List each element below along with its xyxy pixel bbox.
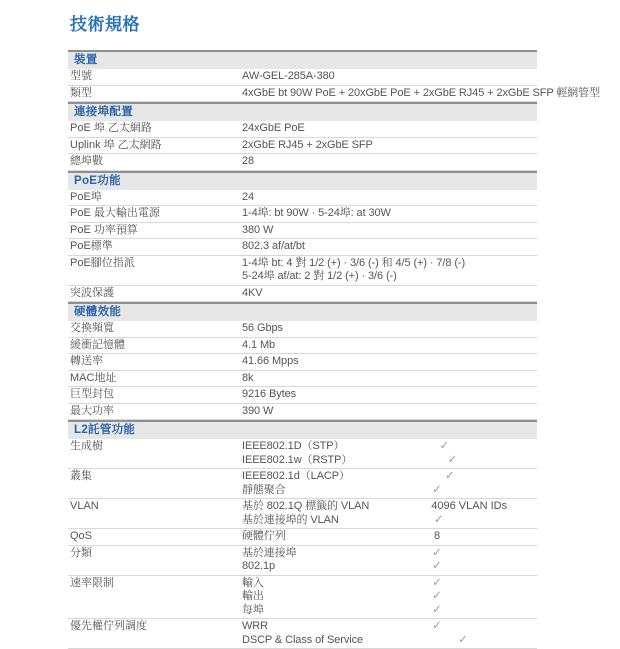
spec-value-text: 1-4埠 bt: 4 對 1/2 (+) · 3/6 (-) 和 4/5 (+) · 7/8 (-) bbox=[242, 256, 466, 269]
spec-value-text: 4.1 Mb bbox=[242, 338, 276, 351]
spec-row bbox=[68, 321, 537, 338]
spec-row-values bbox=[242, 620, 537, 647]
spec-value-text: 41.66 Mpps bbox=[242, 355, 299, 367]
spec-value-line bbox=[242, 224, 537, 238]
spec-row-values bbox=[242, 372, 537, 386]
spec-value-text: 28 bbox=[242, 155, 255, 167]
check-icon: ✓ bbox=[432, 546, 442, 559]
spec-row-label: 轉送率 bbox=[70, 355, 103, 367]
spec-value-line bbox=[242, 440, 537, 454]
section-header: 裝置 bbox=[68, 50, 537, 69]
section-header: PoE功能 bbox=[68, 171, 537, 190]
spec-value-line bbox=[242, 547, 537, 561]
spec-row bbox=[68, 404, 537, 421]
spec-value-line bbox=[242, 590, 537, 604]
section-header: 硬體效能 bbox=[68, 302, 537, 321]
spec-row bbox=[68, 529, 537, 546]
spec-row-label: VLAN bbox=[70, 500, 99, 512]
check-icon: ✓ bbox=[439, 440, 450, 452]
spec-table bbox=[68, 50, 600, 649]
spec-value-text: 4xGbE bt 90W PoE + 20xGbE PoE + 2xGbE RJ45 + 2xGbE SFP 輕網管型 bbox=[242, 86, 600, 99]
spec-row-values bbox=[242, 355, 537, 369]
spec-value-text: 9216 Bytes bbox=[242, 388, 297, 400]
spec-row-values bbox=[242, 287, 537, 301]
spec-row bbox=[68, 121, 537, 138]
spec-value-line bbox=[242, 270, 537, 284]
spec-value-line bbox=[242, 604, 537, 618]
spec-value-line bbox=[242, 530, 537, 544]
spec-value-text: DSCP & Class of Service bbox=[242, 633, 363, 646]
spec-row-values bbox=[242, 240, 537, 254]
spec-row-label: PoE 埠 乙太網路 bbox=[70, 122, 152, 134]
check-icon: ✓ bbox=[432, 483, 442, 496]
spec-value-line bbox=[242, 560, 537, 574]
check-icon: ✓ bbox=[432, 590, 442, 602]
spec-row-label: PoE標準 bbox=[70, 240, 113, 252]
spec-row-values bbox=[242, 86, 600, 101]
spec-value-line bbox=[242, 122, 537, 136]
spec-row-label: 生成樹 bbox=[70, 440, 103, 452]
spec-value-text: 5-24埠 af/at: 2 對 1/2 (+) · 3/6 (-) bbox=[242, 270, 397, 282]
spec-value-line bbox=[242, 514, 537, 528]
spec-value-line bbox=[242, 634, 537, 648]
spec-row-values bbox=[242, 224, 537, 238]
spec-row-label: PoE埠 bbox=[70, 190, 102, 203]
spec-value-text: 380 W bbox=[242, 223, 274, 236]
spec-value-line bbox=[242, 191, 537, 205]
spec-value-text: IEEE802.1d（LACP） bbox=[242, 470, 350, 482]
spec-row-label: MAC地址 bbox=[70, 371, 117, 384]
spec-row-values bbox=[242, 257, 537, 284]
check-icon: ✓ bbox=[432, 620, 442, 632]
spec-value-line bbox=[242, 240, 537, 254]
spec-row bbox=[68, 469, 537, 499]
spec-row-label: 優先權佇列調度 bbox=[70, 620, 147, 632]
spec-row bbox=[68, 239, 537, 256]
spec-value-line bbox=[242, 372, 537, 386]
spec-row bbox=[68, 154, 537, 171]
spec-row-values bbox=[242, 440, 537, 467]
spec-value-line bbox=[242, 355, 537, 369]
spec-value-line bbox=[242, 70, 537, 84]
spec-value-line bbox=[242, 139, 537, 153]
spec-row-label: PoE 最大輸出電源 bbox=[70, 207, 160, 219]
spec-value-line bbox=[242, 577, 537, 591]
spec-row bbox=[68, 499, 537, 529]
spec-row bbox=[68, 354, 537, 371]
spec-value-line bbox=[242, 207, 537, 221]
spec-value-text: 基於 802.1Q 標籤的 VLAN bbox=[242, 500, 370, 512]
spec-row-label: 型號 bbox=[70, 70, 92, 82]
section-header: 連接埠配置 bbox=[68, 102, 537, 121]
check-icon: ✓ bbox=[445, 470, 455, 482]
spec-row-label: 分類 bbox=[70, 546, 92, 559]
spec-value-text: 8k bbox=[242, 371, 254, 384]
spec-row bbox=[68, 138, 537, 155]
spec-row-values bbox=[242, 339, 537, 353]
spec-row-label: 交換頻寬 bbox=[70, 322, 114, 334]
spec-row bbox=[68, 439, 537, 469]
spec-row-label: 最大功率 bbox=[70, 404, 114, 417]
spec-value-text: 802.1p bbox=[242, 560, 276, 572]
spec-value-line bbox=[242, 155, 537, 169]
spec-row-values bbox=[242, 207, 537, 221]
status-value: 4096 VLAN IDs bbox=[431, 500, 508, 512]
spec-row bbox=[68, 546, 537, 576]
spec-row-values bbox=[242, 388, 537, 402]
spec-row-values bbox=[242, 191, 537, 205]
spec-row bbox=[68, 371, 537, 388]
spec-row bbox=[68, 387, 537, 404]
spec-row-label: QoS bbox=[70, 530, 93, 542]
spec-value-line bbox=[242, 339, 537, 353]
spec-value-text: 24xGbE PoE bbox=[242, 122, 305, 134]
check-icon: ✓ bbox=[433, 513, 444, 526]
spec-row bbox=[68, 576, 537, 620]
spec-value-line bbox=[242, 287, 537, 301]
spec-row bbox=[68, 286, 537, 303]
spec-value-text: 4KV bbox=[242, 286, 263, 299]
spec-row-label: 緩衝記憶體 bbox=[70, 338, 125, 351]
spec-row-label: 總埠數 bbox=[70, 155, 103, 167]
spec-row-label: 突波保護 bbox=[70, 286, 114, 299]
spec-value-text: IEEE802.1D（STP） bbox=[242, 440, 345, 452]
page-title: 技術規格 bbox=[70, 15, 140, 34]
spec-row-values bbox=[242, 122, 537, 136]
spec-value-text: 每埠 bbox=[242, 603, 264, 616]
spec-row-values bbox=[242, 70, 537, 84]
spec-row-values bbox=[242, 500, 537, 527]
spec-value-text: 24 bbox=[242, 190, 255, 203]
spec-row-label: PoE 功率預算 bbox=[70, 223, 138, 236]
spec-value-text: 靜態聚合 bbox=[242, 483, 286, 496]
spec-value-line bbox=[242, 484, 537, 498]
spec-value-text: 輸出 bbox=[242, 590, 264, 602]
section-header: L2託管功能 bbox=[68, 420, 537, 439]
spec-row-label: 速率限制 bbox=[70, 576, 114, 589]
spec-value-text: 2xGbE RJ45 + 2xGbE SFP bbox=[242, 138, 373, 151]
spec-value-line bbox=[242, 388, 537, 402]
spec-value-text: IEEE802.1w（RSTP） bbox=[242, 453, 353, 466]
check-icon: ✓ bbox=[432, 560, 442, 572]
spec-row-label: Uplink 埠 乙太網路 bbox=[70, 138, 162, 151]
spec-row bbox=[68, 190, 537, 207]
spec-row bbox=[68, 338, 537, 355]
spec-row-values bbox=[242, 322, 537, 336]
check-icon: ✓ bbox=[458, 633, 468, 646]
spec-value-text: 輸入 bbox=[242, 576, 264, 589]
spec-row bbox=[68, 223, 537, 240]
spec-value-text: 基於連接埠的 VLAN bbox=[242, 513, 339, 526]
status-value: 8 bbox=[433, 530, 441, 542]
spec-row-values bbox=[242, 577, 537, 618]
spec-row bbox=[68, 86, 600, 103]
spec-value-line bbox=[242, 454, 537, 468]
spec-value-text: 390 W bbox=[242, 404, 274, 417]
spec-row-values bbox=[242, 155, 537, 169]
spec-row-label: PoE腳位指派 bbox=[70, 256, 135, 269]
spec-value-line bbox=[242, 322, 537, 336]
spec-row-values bbox=[242, 547, 537, 574]
spec-row-values bbox=[242, 139, 537, 153]
spec-value-text: WRR bbox=[242, 620, 268, 632]
spec-row-label: 類型 bbox=[70, 86, 92, 99]
spec-row-label: 巨型封包 bbox=[70, 388, 114, 400]
spec-value-text: 基於連接埠 bbox=[242, 546, 297, 559]
spec-value-line bbox=[242, 500, 537, 514]
spec-row bbox=[68, 69, 537, 86]
spec-row bbox=[68, 256, 537, 286]
spec-value-line bbox=[242, 86, 600, 101]
spec-value-text: 802.3 af/at/bt bbox=[242, 240, 305, 252]
spec-value-text: 56 Gbps bbox=[242, 322, 283, 334]
spec-value-line bbox=[242, 257, 537, 271]
spec-row bbox=[68, 206, 537, 223]
spec-value-text: 1-4埠: bt 90W · 5-24埠: at 30W bbox=[242, 207, 391, 219]
check-icon: ✓ bbox=[432, 576, 442, 589]
spec-value-line bbox=[242, 405, 537, 419]
spec-row-values bbox=[242, 530, 537, 544]
spec-row-values bbox=[242, 405, 537, 419]
spec-row bbox=[68, 619, 537, 649]
spec-row-values bbox=[242, 470, 537, 497]
check-icon: ✓ bbox=[432, 603, 442, 616]
check-icon: ✓ bbox=[447, 453, 458, 466]
spec-value-text: AW-GEL-285A-380 bbox=[242, 70, 335, 82]
spec-value-line bbox=[242, 470, 537, 484]
spec-row-label: 叢集 bbox=[70, 470, 92, 482]
spec-value-text: 硬體佇列 bbox=[242, 530, 286, 542]
spec-value-line bbox=[242, 620, 537, 634]
